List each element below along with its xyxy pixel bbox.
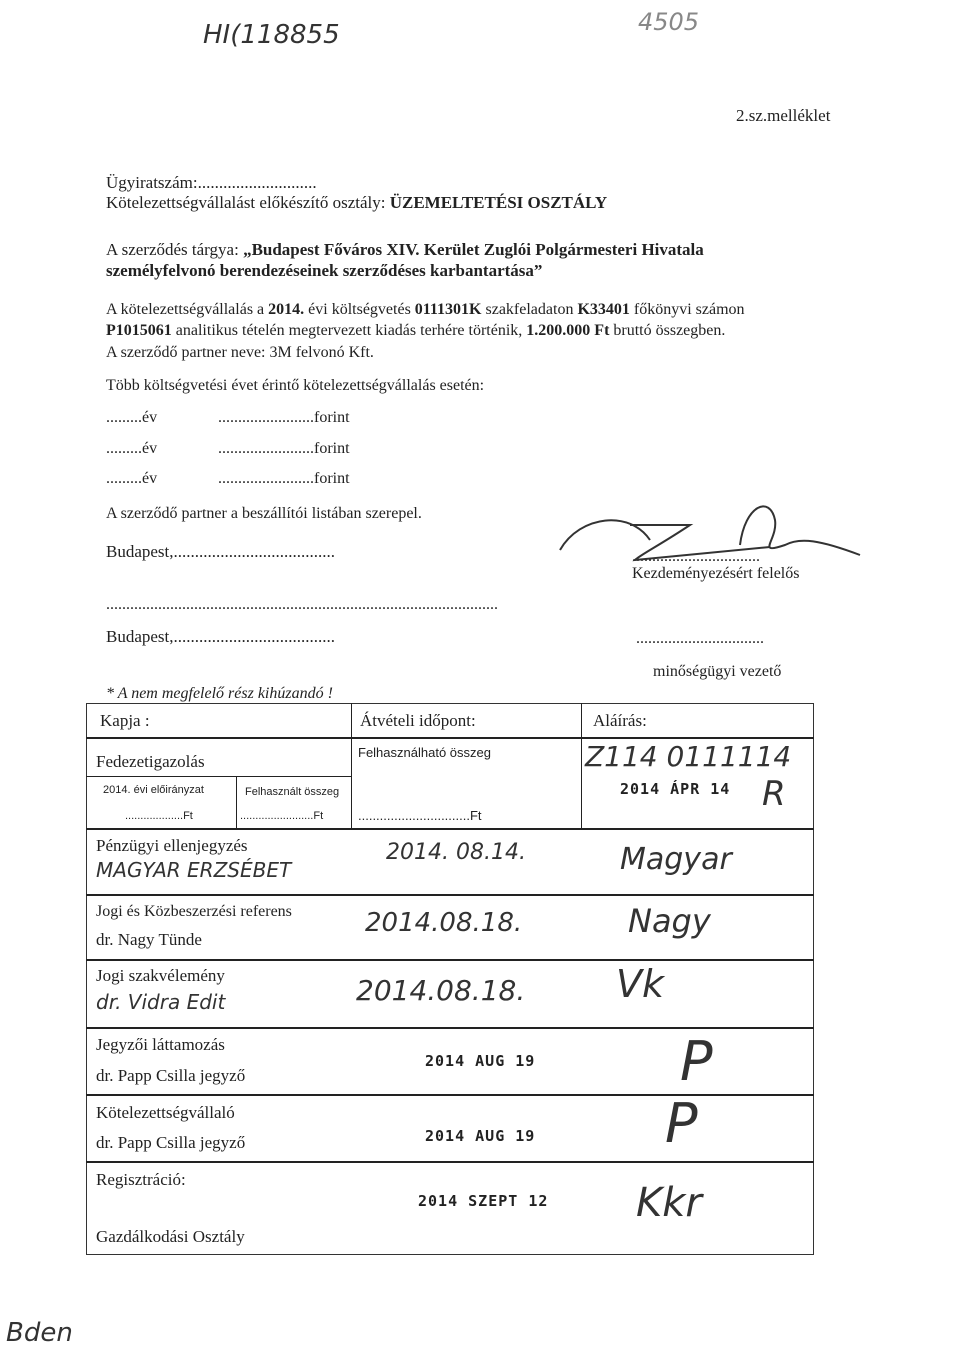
- partner-line: A szerződő partner neve: 3M felvonó Kft.: [106, 344, 374, 361]
- subject-label: A szerződés tárgya:: [106, 240, 239, 259]
- coverage-handwritten-date: Z114 0111114: [585, 740, 792, 773]
- year-row-forint: ........................forint: [218, 409, 350, 426]
- row-notary-stamp: 2014 AUG 19: [425, 1052, 536, 1070]
- row-legal-opinion-date: 2014.08.18.: [356, 974, 526, 1007]
- year-row-year: .........év: [106, 440, 158, 457]
- commitment-text-d: főkönyvi számon: [629, 301, 745, 318]
- table-divider: [86, 1094, 814, 1096]
- row-label-notary: Jegyzői láttamozás: [96, 1035, 225, 1054]
- handwritten-file-code: HI(118855: [203, 20, 340, 50]
- table-divider: [86, 894, 814, 896]
- row-legal-referent-name: dr. Nagy Tünde: [96, 930, 202, 949]
- table-header-signature: Aláírás:: [593, 711, 647, 730]
- subject-title-1: „Budapest Főváros XIV. Kerület Zuglói Polgármesteri Hivatala: [243, 240, 704, 259]
- commitment-code-3: P1015061: [106, 322, 172, 339]
- commitment-text-b: évi költségvetés: [304, 301, 415, 318]
- handwritten-bottom-left: Bden: [6, 1318, 73, 1348]
- row-registration-name: Gazdálkodási Osztály: [96, 1227, 245, 1246]
- file-number-label: Ügyiratszám:............................: [106, 173, 317, 192]
- table-divider: [86, 737, 814, 739]
- signature-dots-1: ................................: [632, 548, 760, 565]
- subject-line-1: [106, 240, 704, 260]
- commitment-amount: 1.200.000 Ft: [526, 322, 610, 339]
- year-row-year: .........év: [106, 470, 158, 487]
- role-quality: minőségügyi vezető: [653, 663, 782, 680]
- row-label-legal-opinion: Jogi szakvélemény: [96, 966, 225, 985]
- handwritten-top-right-mark: 4505: [638, 8, 700, 36]
- commitment-text-f: bruttó összegben.: [609, 322, 726, 339]
- row-label-financial: Pénzügyi ellenjegyzés: [96, 836, 248, 855]
- table-col-divider: [351, 703, 352, 829]
- row-notary-name: dr. Papp Csilla jegyző: [96, 1066, 246, 1085]
- commitment-line-2: [106, 322, 725, 340]
- row-registration-stamp: 2014 SZEPT 12: [418, 1192, 549, 1210]
- role-initiator: Kezdeményezésért felelős: [632, 565, 800, 582]
- coverage-used-ft: ........................Ft: [240, 810, 324, 822]
- multi-year-label: Több költségvetési évet érintő kötelezettségvállalás esetén:: [106, 377, 485, 394]
- row-committer-stamp: 2014 AUG 19: [425, 1127, 536, 1145]
- row-label-committer: Kötelezettségvállaló: [96, 1103, 235, 1122]
- row-committer-name: dr. Papp Csilla jegyző: [96, 1133, 246, 1152]
- footnote: * A nem megfelelő rész kihúzandó !: [106, 685, 333, 702]
- commitment-line-1: [106, 301, 745, 319]
- department-line: [106, 193, 607, 213]
- table-divider: [86, 1027, 814, 1029]
- coverage-available-label: Felhasználható összeg: [358, 745, 491, 760]
- row-label-legal-referent: Jogi és Közbeszerzési referens: [96, 903, 292, 920]
- commitment-year: 2014.: [268, 301, 305, 318]
- long-dotted-line: ..................................................................................................: [106, 596, 498, 613]
- subject-title-2: személyfelvonó berendezéseinek szerződéses karbantartása”: [106, 261, 543, 280]
- commitment-code-1: 0111301K: [414, 301, 482, 318]
- table-col-divider: [581, 703, 582, 829]
- commitment-text-a: A kötelezettségvállalás a: [106, 301, 269, 318]
- row-financial-name: MAGYAR ERZSÉBET: [96, 858, 292, 882]
- commitment-text-e: analitikus tételén megtervezett kiadás terhére történik,: [171, 322, 527, 339]
- year-row-forint: ........................forint: [218, 440, 350, 457]
- coverage-inner-divider: [236, 776, 237, 828]
- coverage-date-stamp: 2014 ÁPR 14: [620, 780, 731, 798]
- coverage-budget-ft: ...................Ft: [125, 810, 193, 822]
- coverage-label: Fedezetigazolás: [96, 752, 205, 771]
- coverage-budget-label: 2014. évi előirányzat: [103, 784, 204, 796]
- row-financial-signature: Magyar: [620, 842, 732, 877]
- department-label: Kötelezettségvállalást előkészítő osztály:: [106, 193, 386, 212]
- budapest-date-2: Budapest,......................................: [106, 627, 336, 646]
- table-header-recipient: Kapja :: [100, 711, 150, 730]
- appendix-label: 2.sz.melléklet: [736, 106, 831, 125]
- row-financial-date: 2014. 08.14.: [386, 840, 526, 865]
- row-legal-referent-signature: Nagy: [628, 902, 711, 940]
- coverage-available-ft: ...............................Ft: [358, 808, 482, 823]
- table-divider: [86, 1161, 814, 1163]
- year-row-year: .........év: [106, 409, 158, 426]
- table-divider: [86, 828, 814, 830]
- row-legal-opinion-name: dr. Vidra Edit: [96, 990, 226, 1014]
- row-legal-referent-date: 2014.08.18.: [365, 908, 523, 938]
- row-legal-opinion-signature: Vk: [616, 962, 665, 1006]
- row-label-registration: Regisztráció:: [96, 1170, 186, 1189]
- row-registration-signature: Kkr: [636, 1180, 702, 1226]
- coverage-used-label: Felhasznált összeg: [245, 786, 340, 798]
- budapest-date-1: Budapest,......................................: [106, 542, 336, 561]
- supplier-note: A szerződő partner a beszállítói listában szerepel.: [106, 505, 422, 522]
- coverage-inner-hline: [86, 776, 351, 777]
- signature-dots-2: ................................: [636, 630, 764, 647]
- row-notary-signature: P: [680, 1030, 713, 1093]
- year-row-forint: ........................forint: [218, 470, 350, 487]
- commitment-code-2: K33401: [577, 301, 630, 318]
- coverage-initial: R: [762, 774, 786, 814]
- commitment-text-c: szakfeladaton: [481, 301, 578, 318]
- table-divider: [86, 959, 814, 961]
- department-value: ÜZEMELTETÉSI OSZTÁLY: [389, 193, 608, 212]
- row-committer-signature: P: [665, 1092, 698, 1155]
- table-header-receipt-time: Átvételi időpont:: [360, 711, 476, 730]
